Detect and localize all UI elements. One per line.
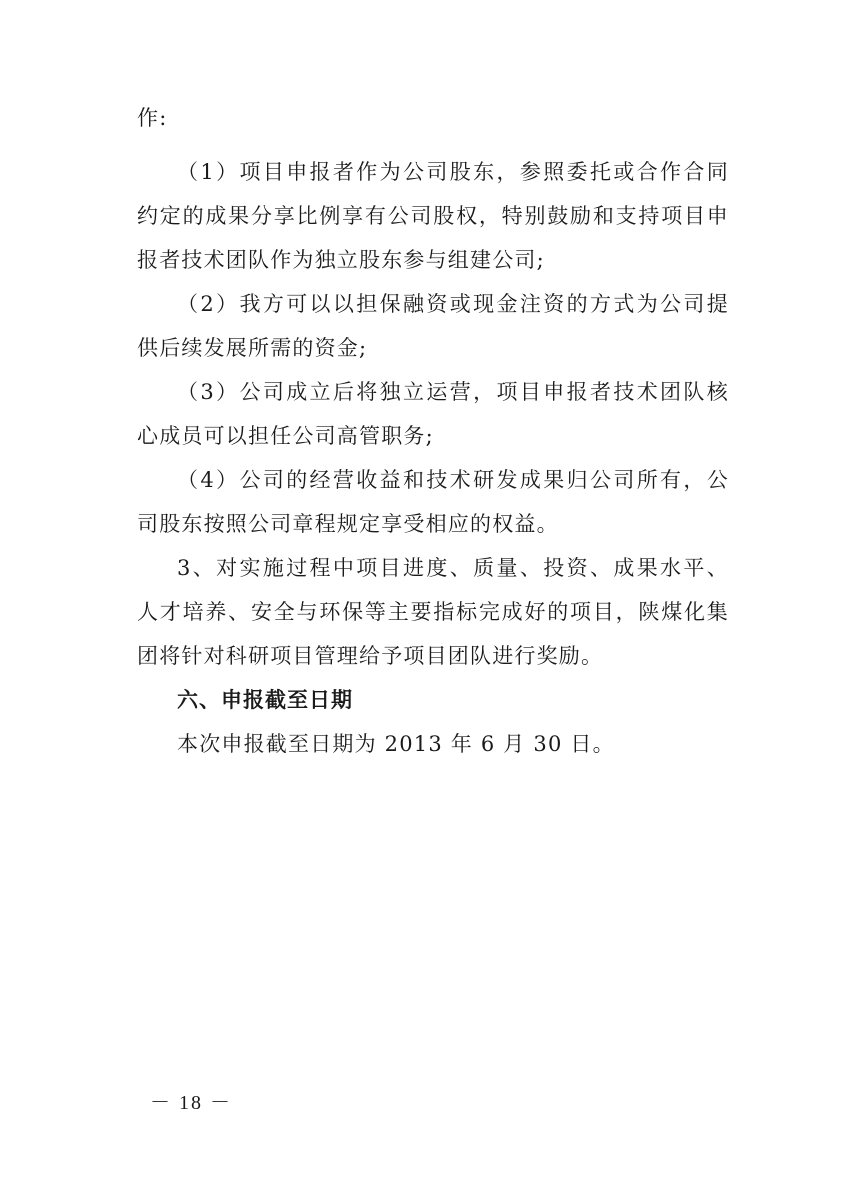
text-line-item-4-a: （4）公司的经营收益和技术研发成果归公司所有，公 xyxy=(177,468,729,492)
text-line-point-3-a: 3、对实施过程中项目进度、质量、投资、成果水平、 xyxy=(177,556,729,580)
text-line-point-3-b: 人才培养、安全与环保等主要指标完成好的项目，陕煤化集 xyxy=(137,600,729,624)
text-line-point-3-c: 团将针对科研项目管理给予项目团队进行奖励。 xyxy=(137,644,604,668)
page-number: － 18 － xyxy=(150,1092,232,1114)
text-line-item-2-a: （2）我方可以以担保融资或现金注资的方式为公司提 xyxy=(177,292,729,316)
text-line-item-1-b: 约定的成果分享比例享有公司股权，特别鼓励和支持项目申 xyxy=(137,204,729,228)
text-line-item-1-c: 报者技术团队作为独立股东参与组建公司; xyxy=(137,248,545,272)
text-line-item-3-b: 心成员可以担任公司高管职务; xyxy=(137,424,434,448)
text-line-item-4-b: 司股东按照公司章程规定享受相应的权益。 xyxy=(137,512,559,536)
text-line-item-2-b: 供后续发展所需的资金; xyxy=(137,336,368,360)
text-line-continuation: 作: xyxy=(137,106,168,130)
text-line-item-1-a: （1）项目申报者作为公司股东，参照委托或合作合同 xyxy=(177,160,729,184)
section-heading-deadline: 六、申报截至日期 xyxy=(177,688,353,712)
text-line-deadline: 本次申报截至日期为 2013 年 6 月 30 日。 xyxy=(177,732,615,756)
text-line-item-3-a: （3）公司成立后将独立运营，项目申报者技术团队核 xyxy=(177,380,729,404)
